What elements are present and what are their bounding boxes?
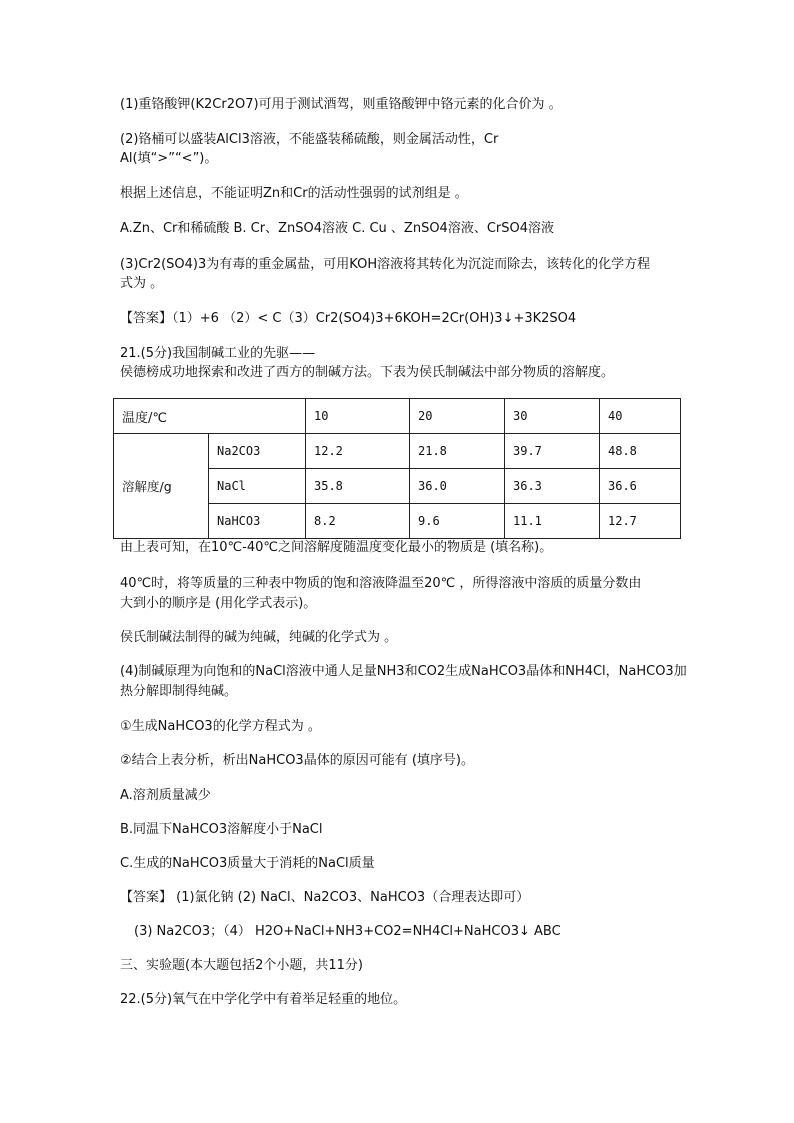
temp-cell: 10 [306, 399, 410, 434]
table-row [114, 434, 681, 469]
question-21-line-j: ②结合上表分析，析出NaHCO3晶体的原因可能有 (填序号)。 [120, 753, 474, 768]
question-21-line-i: ①生成NaHCO3的化学方程式为 。 [120, 719, 321, 734]
question-2-options: A.Zn、Cr和稀硫酸 B. Cr、ZnSO4溶液 C. Cu 、ZnSO4溶液、CrSO4溶液 [120, 221, 555, 236]
question-21-title: 21.(5分)我国制碱工业的先驱—— [120, 346, 316, 361]
question-22: 22.(5分)氧气在中学化学中有着举足轻重的地位。 [120, 992, 407, 1007]
question-2-line-1: (2)铬桶可以盛装AlCl3溶液，不能盛装稀硫酸，则金属活动性，Cr [120, 132, 499, 147]
substance-cell: NaHCO3 [209, 504, 306, 539]
table-header-row [114, 399, 681, 434]
value-cell: 11.1 [505, 504, 600, 539]
question-21-line-f: 侯氏制碱法制得的碱为纯碱，纯碱的化学式为 。 [120, 630, 398, 645]
question-21-intro: 侯德榜成功地探索和改进了西方的制碱方法。下表为侯氏制碱法中部分物质的溶解度。 [120, 365, 615, 380]
substance-cell: NaCl [209, 469, 306, 504]
question-21-line-d: 40℃时，将等质量的三种表中物质的饱和溶液降温至20℃ ，所得溶液中溶质的质量分数由 [120, 576, 642, 591]
value-cell: 12.7 [600, 504, 681, 539]
answer-21-line-2: (3) Na2CO3；（4） H2O+NaCl+NH3+CO2=NH4Cl+NaHCO3↓ ABC [134, 924, 561, 939]
question-3-line-2: 式为 。 [120, 276, 164, 291]
option-b: B.同温下NaHCO3溶解度小于NaCl [120, 822, 323, 837]
question-3-line-1: (3)Cr2(SO4)3为有毒的重金属盐，可用KOH溶液将其转化为沉淀而除去，该转化的化学方程 [120, 257, 651, 272]
value-cell: 9.6 [410, 504, 505, 539]
question-2-line-2: Al(填“>”“<”)。 [120, 151, 218, 166]
question-21-line-c: 由上表可知，在10℃-40℃之间溶解度随温度变化最小的物质是 (填名称)。 [120, 540, 553, 555]
solubility-label: 溶解度/g [114, 434, 209, 539]
value-cell: 39.7 [505, 434, 600, 469]
option-a: A.溶剂质量减少 [120, 788, 211, 803]
value-cell: 36.3 [505, 469, 600, 504]
question-21-line-e: 大到小的顺序是 (用化学式表示)。 [120, 596, 317, 611]
value-cell: 48.8 [600, 434, 681, 469]
value-cell: 12.2 [306, 434, 410, 469]
value-cell: 36.6 [600, 469, 681, 504]
answer-20: 【答案】（1）+6 （2）< C（3）Cr2(SO4)3+6KOH=2Cr(OH)3↓+3K2SO4 [120, 311, 577, 326]
value-cell: 21.8 [410, 434, 505, 469]
temp-cell: 20 [410, 399, 505, 434]
question-21-line-g: (4)制碱原理为向饱和的NaCl溶液中通人足量NH3和CO2生成NaHCO3晶体和NH4Cl，NaHCO3加 [120, 664, 687, 679]
value-cell: 35.8 [306, 469, 410, 504]
value-cell: 36.0 [410, 469, 505, 504]
question-21-line-h: 热分解即制得纯碱。 [120, 684, 238, 699]
temp-cell: 40 [600, 399, 681, 434]
substance-cell: Na2CO3 [209, 434, 306, 469]
temperature-header: 温度/℃ [114, 399, 306, 434]
solubility-table [113, 398, 681, 539]
value-cell: 8.2 [306, 504, 410, 539]
question-1: (1)重铬酸钾(K2Cr2O7)可用于测试酒驾，则重铬酸钾中铬元素的化合价为 。 [120, 97, 562, 112]
answer-21-line-1: 【答案】 (1)氯化钠 (2) NaCl、Na2CO3、NaHCO3（合理表达即可） [120, 890, 530, 905]
section-3-heading: 三、实验题(本大题包括2个小题，共11分) [120, 958, 363, 973]
option-c: C.生成的NaHCO3质量大于消耗的NaCl质量 [120, 856, 375, 871]
question-2-line-3: 根据上述信息，不能证明Zn和Cr的活动性强弱的试剂组是 。 [120, 186, 468, 201]
temp-cell: 30 [505, 399, 600, 434]
